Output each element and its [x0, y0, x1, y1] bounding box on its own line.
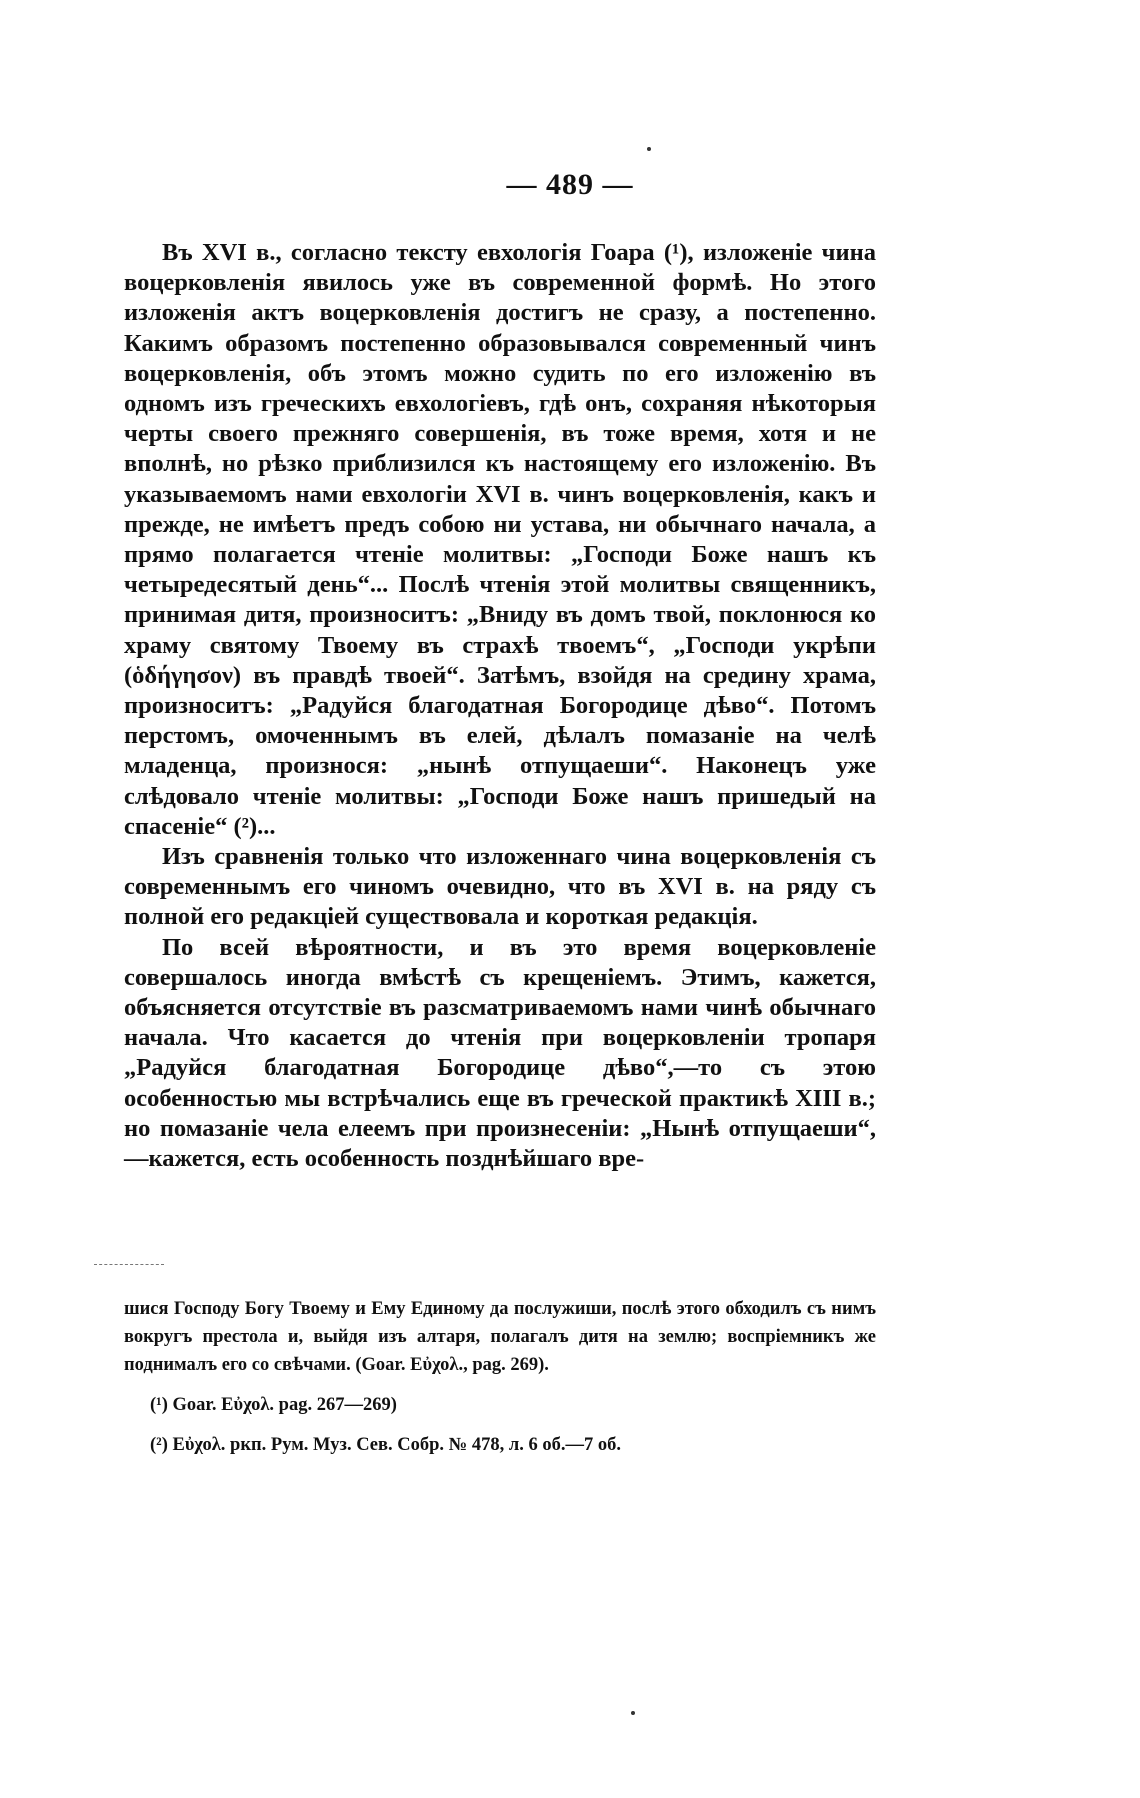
footnote-separator: [94, 1264, 164, 1265]
scan-speck: [631, 1711, 635, 1715]
footnotes: [124, 1295, 876, 1459]
page-number: — 489 —: [506, 168, 634, 201]
footnote-continuation: шися Господу Богу Твоему и Ему Единому да послужиши, послѣ этого обходилъ съ нимъ вокругъ престола и, выйдя изъ алтаря, полагалъ дитя на землю; воспріемникъ же поднималъ его со свѣчами. (Goar. Εὐχολ., pag. 269).: [124, 1299, 876, 1375]
footnote-1: (¹) Goar. Εὐχολ. pag. 267—269): [150, 1395, 397, 1415]
scan-speck: [647, 147, 651, 151]
main-text: [124, 238, 876, 1174]
paragraph-2: Изъ сравненія только что изложеннаго чина воцерковленія съ современнымъ его чиномъ очевидно, что въ XVI в. на ряду съ полной его редакціей существовала и короткая редакція.: [124, 843, 876, 931]
paragraph-1: Въ XVI в., согласно тексту евхологія Гоара (¹), изложеніе чина воцерковленія явилось уже въ современной формѣ. Но этого изложенія актъ воцерковленія достигъ не сразу, а постепенно. Какимъ образомъ постепенно образовывался современный чинъ воцерковленія, объ этомъ можно судить по его изложенію въ одномъ изъ греческихъ евхологіевъ, гдѣ онъ, сохраняя нѣкоторыя черты своего прежняго совершенія, въ тоже время, хотя и не вполнѣ, но рѣзко приблизился къ настоящему его изложенію. Въ указываемомъ нами евхологіи XVI в. чинъ воцерковленія, какъ и прежде, не имѣетъ предъ собою ни устава, ни обычнаго начала, а прямо полагается чтеніе молитвы: „Господи Боже нашъ къ четыредесятый день“... Послѣ чтенія этой молитвы священникъ, принимая дитя, произноситъ: „Вниду въ домъ твой, поклонюся ко храму святому Твоему въ страхѣ твоемъ“, „Господи укрѣпи (ὁδήγησον) въ правдѣ твоей“. Затѣмъ, взойдя на средину храма, произноситъ: „Радуйся благодатная Богородице дѣво“. Потомъ перстомъ, омоченнымъ въ елей, дѣлалъ помазаніе на челѣ младенца, произнося: „нынѣ отпущаеши“. Наконецъ уже слѣдовало чтеніе молитвы: „Господи Боже нашъ пришедый на спасеніе“ (²)...: [124, 239, 876, 840]
footnote-2: (²) Εὐχολ. ркп. Рум. Муз. Сев. Собр. № 478, л. 6 об.—7 об.: [150, 1435, 621, 1455]
paragraph-3: По всей вѣроятности, и въ это время воцерковленіе совершалось иногда вмѣстѣ съ крещеніемъ. Этимъ, кажется, объясняется отсутствіе въ разсматриваемомъ нами чинѣ обычнаго начала. Что касается до чтенія при воцерковленіи тропаря „Радуйся благодатная Богородице дѣво“,—то съ этою особенностью мы встрѣчались еще въ греческой практикѣ XIII в.; но помазаніе чела елеемъ при произнесеніи: „Нынѣ отпущаеши“,—кажется, есть особенность позднѣйшаго вре-: [124, 933, 876, 1173]
